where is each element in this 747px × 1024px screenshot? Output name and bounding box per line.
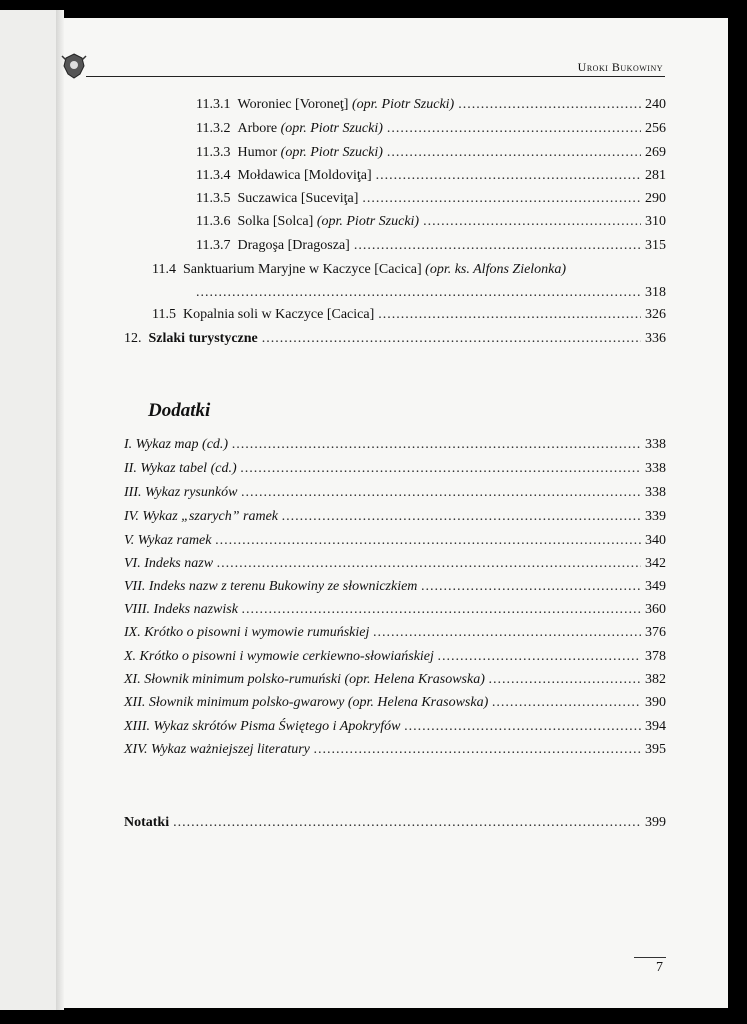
entry-note: (opr. ks. Alfons Zielonka) xyxy=(425,262,567,277)
running-header xyxy=(60,48,665,78)
entry-title: XIV. Wykaz ważniejszej literatury xyxy=(124,742,310,757)
entry-page: 394 xyxy=(645,719,666,734)
toc-entry xyxy=(196,96,666,114)
entry-page: 360 xyxy=(645,602,666,617)
leader-dots xyxy=(216,532,642,550)
entry-page: 382 xyxy=(645,672,666,687)
entry-page: 339 xyxy=(645,509,666,524)
toc-entry xyxy=(124,648,666,666)
toc-entry xyxy=(152,306,666,324)
leader-dots xyxy=(421,578,641,596)
entry-title: VI. Indeks nazw xyxy=(124,556,214,571)
entry-number: 12. xyxy=(124,331,142,346)
entry-page: 340 xyxy=(645,533,666,548)
entry-title: Solka [Solca] xyxy=(237,214,314,229)
entry-page: 315 xyxy=(645,238,666,253)
leader-dots xyxy=(362,190,641,208)
toc-entry xyxy=(196,167,666,185)
toc-entry xyxy=(196,120,666,138)
entry-page: 378 xyxy=(645,649,666,664)
entry-number: 11.3.2 xyxy=(196,121,231,136)
toc-entry xyxy=(124,508,666,526)
toc-entry xyxy=(152,261,666,279)
leader-dots xyxy=(423,213,641,231)
entry-page: 338 xyxy=(645,437,666,452)
leader-dots xyxy=(404,718,641,736)
leader-dots xyxy=(282,508,641,526)
entry-title: VII. Indeks nazw z terenu Bukowiny ze słowniczkiem xyxy=(124,579,418,594)
leader-dots xyxy=(217,555,641,573)
entry-page: 395 xyxy=(645,742,666,757)
header-rule xyxy=(86,76,665,77)
leader-dots xyxy=(196,284,641,302)
entry-note: (opr. Piotr Szucki) xyxy=(351,97,455,112)
toc-entry xyxy=(124,484,666,502)
entry-title: Notatki xyxy=(124,815,170,830)
leader-dots xyxy=(387,144,641,162)
leader-dots xyxy=(376,167,641,185)
toc-entry xyxy=(124,694,666,712)
section-heading-dodatki: Dodatki xyxy=(148,400,211,421)
toc-entry xyxy=(124,814,666,832)
entry-page: 399 xyxy=(645,815,666,830)
leader-dots xyxy=(378,306,641,324)
toc-entry-continuation xyxy=(196,284,666,302)
entry-title: VIII. Indeks nazwisk xyxy=(124,602,238,617)
entry-title: III. Wykaz rysunków xyxy=(124,485,238,500)
entry-title: Sanktuarium Maryjne w Kaczyce [Cacica] xyxy=(182,262,422,277)
entry-page: 269 xyxy=(645,145,666,160)
entry-number: 11.3.3 xyxy=(196,145,231,160)
toc-entry xyxy=(124,741,666,759)
leader-dots xyxy=(489,671,641,689)
page-number: 7 xyxy=(656,960,663,975)
entry-title: Mołdawica [Moldoviţa] xyxy=(237,168,372,183)
entry-title: Dragoşa [Dragosza] xyxy=(237,238,350,253)
toc-entry xyxy=(124,532,666,550)
entry-title: V. Wykaz ramek xyxy=(124,533,212,548)
leader-dots xyxy=(458,96,641,114)
entry-number: 11.3.1 xyxy=(196,97,231,112)
entry-title: Kopalnia soli w Kaczyce [Cacica] xyxy=(182,307,375,322)
toc-entry xyxy=(124,436,666,454)
toc-entry xyxy=(124,624,666,642)
entry-title: IV. Wykaz „szarych” ramek xyxy=(124,509,278,524)
facing-page-edge xyxy=(0,10,62,1010)
entry-page: 256 xyxy=(645,121,666,136)
leader-dots xyxy=(232,436,641,454)
entry-title: X. Krótko o pisowni i wymowie cerkiewno-słowiańskiej xyxy=(124,649,434,664)
entry-title: I. Wykaz map (cd.) xyxy=(124,437,229,452)
toc-entry xyxy=(124,578,666,596)
leader-dots xyxy=(387,120,641,138)
entry-page: 342 xyxy=(645,556,666,571)
entry-title: Woroniec [Voroneţ] xyxy=(237,97,349,112)
entry-number: 11.3.6 xyxy=(196,214,231,229)
toc-entry xyxy=(196,237,666,255)
entry-page: 290 xyxy=(645,191,666,206)
entry-title: II. Wykaz tabel (cd.) xyxy=(124,461,237,476)
leader-dots xyxy=(373,624,641,642)
entry-number: 11.4 xyxy=(152,262,176,277)
leader-dots xyxy=(438,648,641,666)
header-title: Uroki Bukowiny xyxy=(577,60,663,74)
entry-number: 11.3.7 xyxy=(196,238,231,253)
entry-number: 11.3.4 xyxy=(196,168,231,183)
entry-page: 349 xyxy=(645,579,666,594)
entry-page: 338 xyxy=(645,461,666,476)
crest-icon xyxy=(60,52,88,80)
entry-note: (opr. Piotr Szucki) xyxy=(316,214,420,229)
entry-title: Suczawica [Suceviţa] xyxy=(237,191,359,206)
leader-dots xyxy=(262,330,641,348)
entry-page: 338 xyxy=(645,485,666,500)
entry-number: 11.3.5 xyxy=(196,191,231,206)
toc-entry xyxy=(124,555,666,573)
leader-dots xyxy=(173,814,641,832)
entry-title: Arbore xyxy=(237,121,278,136)
entry-title: XIII. Wykaz skrótów Pisma Świętego i Apokryfów xyxy=(124,719,401,734)
entry-page: 318 xyxy=(645,285,666,300)
toc-entry xyxy=(196,144,666,162)
footer-rule xyxy=(634,957,666,958)
entry-note: (opr. Piotr Szucki) xyxy=(280,145,383,160)
entry-title: XII. Słownik minimum polsko-gwarowy (opr. Helena Krasowska) xyxy=(124,695,489,710)
page-fold xyxy=(56,10,64,1010)
toc-entry xyxy=(124,330,666,348)
leader-dots xyxy=(354,237,641,255)
entry-page: 336 xyxy=(645,331,666,346)
entry-page: 376 xyxy=(645,625,666,640)
entry-page: 310 xyxy=(645,214,666,229)
toc-entry xyxy=(124,718,666,736)
entry-page: 281 xyxy=(645,168,666,183)
leader-dots xyxy=(492,694,641,712)
entry-title: IX. Krótko o pisowni i wymowie rumuńskiej xyxy=(124,625,370,640)
leader-dots xyxy=(314,741,641,759)
entry-number: 11.5 xyxy=(152,307,176,322)
toc-entry xyxy=(124,460,666,478)
toc-entry xyxy=(196,213,666,231)
entry-title: Szlaki turystyczne xyxy=(148,331,258,346)
leader-dots xyxy=(241,484,641,502)
toc-entry xyxy=(124,601,666,619)
entry-page: 390 xyxy=(645,695,666,710)
entry-title: Humor xyxy=(237,145,278,160)
entry-page: 326 xyxy=(645,307,666,322)
toc-entry xyxy=(124,671,666,689)
entry-note: (opr. Piotr Szucki) xyxy=(280,121,383,136)
leader-dots xyxy=(241,460,641,478)
entry-page: 240 xyxy=(645,97,666,112)
leader-dots xyxy=(242,601,641,619)
toc-entry xyxy=(196,190,666,208)
entry-title: XI. Słownik minimum polsko-rumuński (opr. Helena Krasowska) xyxy=(124,672,485,687)
